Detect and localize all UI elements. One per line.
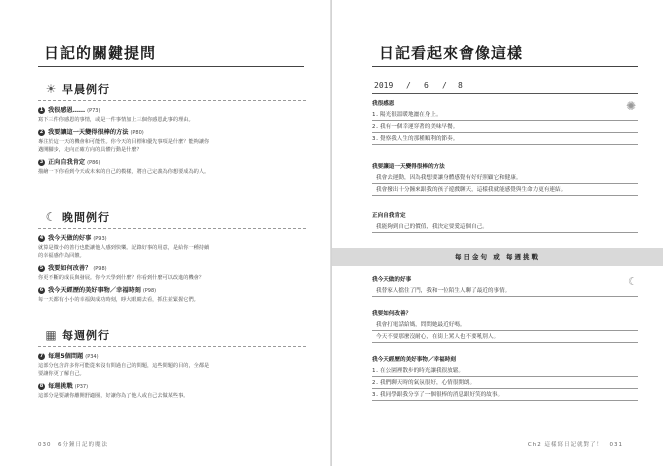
dashed-rule	[38, 228, 306, 229]
journal-line: 我會撥出十分鐘來跟我的孩子遊戲聊天，這樣我就能感覺與生命力更有連結。	[372, 184, 638, 196]
journal-line: 1.在公園裡散步的時光讓我很放鬆。	[372, 365, 638, 377]
prompt-label: 我很感恩	[372, 101, 395, 107]
journal-line: 我能夠到自己的價值，我決定要愛這個自己。	[372, 221, 638, 233]
date-line	[372, 79, 638, 94]
section-label: 晚間例行	[62, 211, 110, 224]
good-deed-block	[372, 276, 638, 297]
journal-line: 1.陽光很溫暖地灑在身上。	[372, 109, 638, 121]
date-month: 6	[424, 81, 429, 90]
journal-line: 2.我們聊天時的氣氛很好，心情很開朗。	[372, 377, 638, 389]
list-item	[38, 382, 306, 400]
calendar-icon: ▦	[45, 328, 57, 342]
grateful-block	[372, 100, 638, 145]
item-desc: 邁開腳步，走向正確方向的具體行動是什麼？	[38, 147, 142, 153]
list-item	[38, 286, 306, 304]
number-badge: 5	[39, 264, 44, 271]
journal-line: 今天不要那麼沒耐心，在街上罵人也不要吼別人。	[372, 331, 638, 343]
page-ref: (P80)	[130, 130, 144, 136]
right-page	[332, 0, 663, 466]
title-rule	[372, 66, 638, 67]
list-item	[38, 264, 306, 282]
page-ref: (P37)	[74, 384, 89, 390]
sun-icon: ✺	[626, 99, 637, 113]
item-title: 2 我要讓這一天變得很棒的方法 (P80)	[39, 128, 144, 136]
item-title: 6 我今天經歷的美好事物／幸福時刻 (P98)	[39, 286, 157, 294]
evening-section	[38, 208, 306, 304]
journal-line: 3.覺察我人生的那種順利的節奏。	[372, 133, 638, 145]
number-badge: 1	[39, 106, 44, 113]
wonderful-block	[372, 356, 638, 401]
affirmation-block	[372, 212, 638, 233]
list-item	[38, 106, 306, 124]
item-desc: 專注於這一天的機會和可能性。你今天的目標和優先事項是什麼？能夠讓你	[38, 139, 210, 145]
number-badge: 6	[39, 286, 44, 293]
date-year: 2019	[374, 81, 394, 90]
page-ref: (P98)	[93, 266, 107, 272]
item-desc: 寫下三件你感恩的事情，或是一件事情加上三個你感恩此事的理由。	[38, 117, 194, 123]
number-badge: 8	[39, 382, 44, 389]
item-desc: 的幸福感作為回饋。	[38, 253, 85, 259]
page-ref: (P34)	[85, 354, 99, 360]
item-desc: 描繪一下你看到今天或未來的自己的模樣，將自己定義為你想要成為的人。	[38, 169, 210, 175]
item-title: 3 正向自我肯定 (P86)	[39, 158, 101, 166]
weekly-section	[38, 326, 306, 400]
date-separator: /	[406, 81, 411, 90]
item-desc: 每一天都有小小的幸福與成功時刻，睜大眼睛去看，抓住並緊握它們。	[38, 297, 199, 303]
prompt-label: 我要如何改善？	[372, 311, 412, 317]
improve-block	[372, 310, 638, 343]
item-desc: 這部分是要讓你離開舒適圈，好讓你為了他人或自己去做某些事。	[38, 393, 189, 399]
dashed-rule	[38, 100, 306, 101]
dashed-rule	[38, 346, 306, 347]
item-desc: 要讓你更了解自己。	[38, 371, 85, 377]
item-title: 5 我要如何改善？ (P98)	[39, 264, 107, 272]
page-ref: (P73)	[87, 108, 101, 114]
date-day: 8	[458, 81, 463, 90]
section-header	[38, 80, 306, 98]
prompt-label: 正向自我肯定	[372, 213, 406, 219]
page-ref: (P98)	[142, 288, 157, 294]
moon-icon: ☾	[628, 275, 638, 288]
sun-icon: ☀	[45, 82, 57, 96]
left-page	[0, 0, 331, 466]
morning-section	[38, 80, 306, 176]
page-ref: (P86)	[87, 160, 101, 166]
number-badge: 3	[39, 158, 44, 165]
number-badge: 4	[39, 234, 44, 241]
section-label: 早晨例行	[62, 83, 110, 96]
number-badge: 7	[39, 352, 44, 359]
list-item	[38, 234, 306, 260]
daily-quote-band: 每日金句 或 每週挑戰	[332, 248, 663, 266]
item-desc: 就算是微小的善行也能讓他人感到快樂。記錄好事的用意，是給你一種持續	[38, 245, 210, 251]
item-title: 8 每週挑戰 (P37)	[39, 382, 89, 390]
prompt-label: 我今天做的好事	[372, 277, 412, 283]
great-day-block	[372, 163, 638, 196]
journal-line: 我替家人擋住了門，我和一位陌生人聊了最近的事情。	[372, 285, 638, 297]
list-item	[38, 352, 306, 378]
section-label: 每週例行	[62, 329, 110, 342]
right-page-footer: Ch2 這樣寫日記就對了！ 031	[527, 442, 623, 448]
left-page-title: 日記的關鍵提問	[44, 44, 157, 62]
prompt-label: 我今天經歷的美好事物／幸福時刻	[372, 357, 456, 363]
journal-line: 2.我有一個幸運穿著的美味早餐。	[372, 121, 638, 133]
item-title: 4 我今天做的好事 (P93)	[39, 234, 107, 242]
item-title: 1 我很感恩…… (P73)	[39, 106, 101, 114]
list-item	[38, 128, 306, 154]
item-desc: 你更不斷的成長與發展。你今天學到什麼？你看到什麼可以改進的機會？	[38, 275, 205, 281]
journal-line: 我會打電話給媽，問問她最近好嗎。	[372, 319, 638, 331]
section-header	[38, 208, 306, 226]
title-rule	[38, 66, 304, 67]
number-badge: 2	[39, 128, 44, 135]
section-header	[38, 326, 306, 344]
list-item	[38, 158, 306, 176]
item-desc: 這部分包含許多你可能從來沒有問過自己的問題，這些問題的目的，全都是	[38, 363, 210, 369]
moon-icon: ☾	[45, 210, 57, 224]
prompt-label: 我要讓這一天變得很棒的方法	[372, 164, 445, 170]
right-page-title: 日記看起來會像這樣	[379, 44, 524, 62]
left-page-footer: 030 6分鐘日記的魔法	[38, 442, 108, 448]
page-ref: (P93)	[93, 236, 107, 242]
date-separator: /	[442, 81, 447, 90]
journal-line: 3.我同學跟我分享了一個很棒的消息跟好笑的故事。	[372, 389, 638, 401]
journal-line: 我會去運動，因為我想要讓身體感覺有好好照顧它和健康。	[372, 172, 638, 184]
item-title: 7 每週5個問題 (P34)	[39, 352, 99, 360]
